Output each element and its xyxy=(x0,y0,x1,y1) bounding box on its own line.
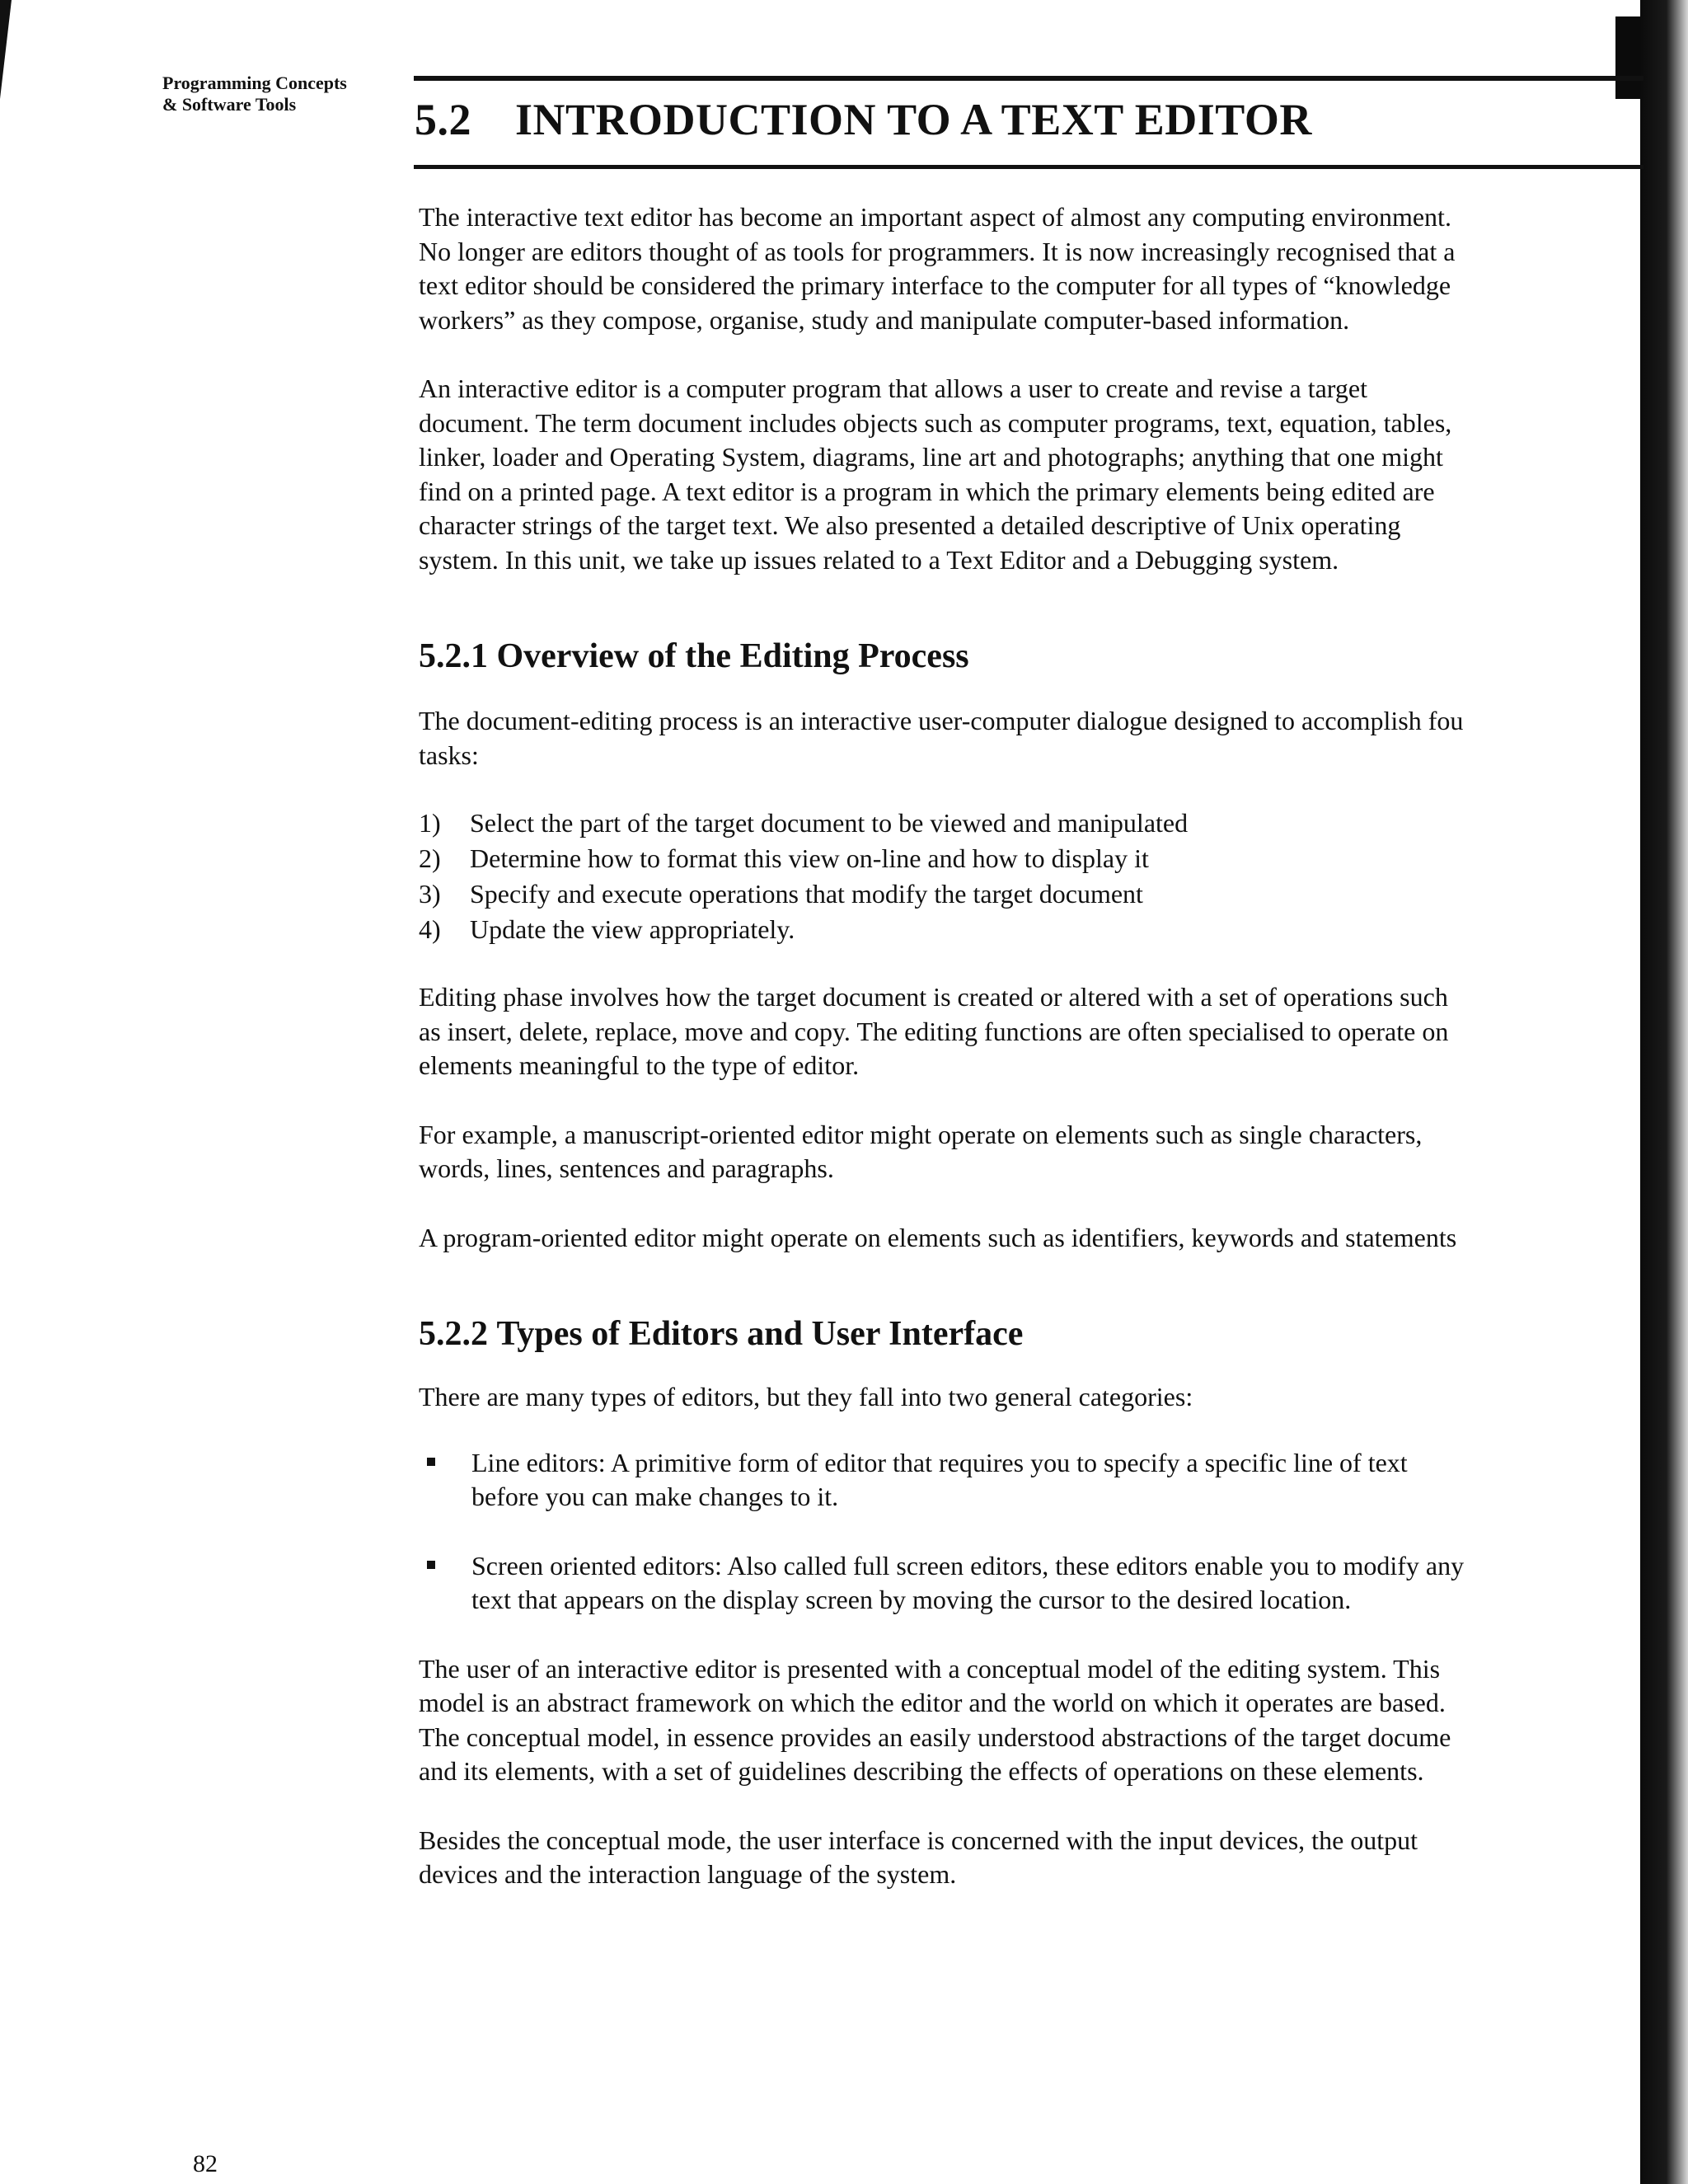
bullet-icon xyxy=(427,1458,435,1466)
text-line: character strings of the target text. We also presented a detailed descriptive of Unix operating xyxy=(419,510,1401,540)
list-item-text: Specify and execute operations that modify the target document xyxy=(470,879,1143,909)
text-line: text that appears on the display screen by moving the cursor to the desired location. xyxy=(471,1585,1352,1614)
list-item xyxy=(419,841,1639,876)
text-line: document. The term document includes objects such as computer programs, text, equation, tables, xyxy=(419,407,1452,438)
bullet-icon xyxy=(427,1561,435,1569)
subsection-title: Overview of the Editing Process xyxy=(496,637,969,675)
subsection-number: 5.2.1 xyxy=(419,637,488,675)
text-line: No longer are editors thought of as tools for programmers. It is now increasingly recognised that a xyxy=(419,236,1456,266)
text-line: Besides the conceptual mode, the user interface is concerned with the input devices, the output xyxy=(419,1825,1418,1855)
subsection-heading-overview xyxy=(419,633,1639,679)
text-line: The conceptual model, in essence provides an easily understood abstractions of the target docume xyxy=(419,1721,1451,1752)
running-head-line-1: Programming Concepts xyxy=(162,73,347,93)
list-item xyxy=(419,912,1639,947)
text-line: system. In this unit, we take up issues related to a Text Editor and a Debugging system. xyxy=(419,544,1339,575)
conceptual-model-paragraph xyxy=(419,1652,1639,1789)
text-line: A program-oriented editor might operate on elements such as identifiers, keywords and statements xyxy=(419,1222,1457,1252)
text-line: There are many types of editors, but they fall into two general categories: xyxy=(419,1382,1193,1411)
section-title-text: INTRODUCTION TO A TEXT EDITOR xyxy=(515,95,1312,144)
example-paragraph xyxy=(419,1118,1639,1186)
text-line: The user of an interactive editor is presented with a conceptual model of the editing system. This xyxy=(419,1653,1441,1684)
bullet-item-line-editors xyxy=(419,1446,1639,1515)
text-line: linker, loader and Operating System, diagrams, line art and photographs; anything that one might xyxy=(419,442,1443,472)
list-item-text: Determine how to format this view on-line and how to display it xyxy=(470,843,1149,873)
text-line: text editor should be considered the primary interface to the computer for all types of “knowledge xyxy=(419,270,1451,300)
text-line: devices and the interaction language of the system. xyxy=(419,1859,957,1889)
text-line: before you can make changes to it. xyxy=(471,1482,839,1511)
text-line: find on a printed page. A text editor is a program in which the primary elements being edited are xyxy=(419,476,1435,506)
intro-paragraph-1 xyxy=(419,200,1639,337)
list-item xyxy=(419,876,1639,912)
program-editor-paragraph xyxy=(419,1221,1639,1256)
list-item-number: 1) xyxy=(419,808,441,838)
title-rule-top xyxy=(414,76,1643,81)
text-line: The document-editing process is an interactive user-computer dialogue designed to accomplish fou xyxy=(419,706,1464,735)
editing-tasks-list xyxy=(419,805,1639,947)
title-rule-bottom xyxy=(414,165,1643,169)
text-line: For example, a manuscript-oriented editor might operate on elements such as single characters, xyxy=(419,1119,1423,1149)
list-item-number: 2) xyxy=(419,843,441,873)
text-line: workers” as they compose, organise, study and manipulate computer-based information. xyxy=(419,304,1350,335)
intro-paragraph-2 xyxy=(419,372,1639,577)
list-item-text: Update the view appropriately. xyxy=(470,914,795,944)
list-item-text: Select the part of the target document to be viewed and manipulated xyxy=(470,808,1189,838)
list-item-number: 3) xyxy=(419,879,441,909)
subsection-heading-types xyxy=(419,1311,1639,1357)
text-line: elements meaningful to the type of editor. xyxy=(419,1050,860,1080)
text-line: as insert, delete, replace, move and copy. The editing functions are often specialised to operate on xyxy=(419,1016,1449,1046)
text-line: Screen oriented editors: Also called full screen editors, these editors enable you to modify any xyxy=(471,1550,1465,1580)
text-line: The interactive text editor has become an important aspect of almost any computing environment. xyxy=(419,202,1451,232)
scan-edge-left xyxy=(0,0,12,99)
text-line: An interactive editor is a computer program that allows a user to create and revise a target xyxy=(419,373,1367,403)
bullet-item-screen-editors xyxy=(419,1549,1639,1618)
subsection-number: 5.2.2 xyxy=(419,1315,488,1353)
editor-types-list xyxy=(419,1446,1639,1618)
text-line: words, lines, sentences and paragraphs. xyxy=(419,1153,834,1183)
overview-intro-paragraph xyxy=(419,704,1639,773)
section-number: 5.2 xyxy=(415,95,471,144)
scan-edge-right xyxy=(1640,0,1688,2184)
list-item-number: 4) xyxy=(419,914,441,944)
editing-phase-paragraph xyxy=(419,980,1639,1083)
running-head-line-2: & Software Tools xyxy=(162,94,297,115)
list-item xyxy=(419,805,1639,841)
text-line: model is an abstract framework on which the editor and the world on which it operates are based. xyxy=(419,1688,1446,1717)
types-intro-paragraph xyxy=(419,1380,1639,1415)
text-line: Line editors: A primitive form of editor that requires you to specify a specific line of text xyxy=(471,1447,1408,1477)
section-title xyxy=(415,91,1312,148)
text-line: and its elements, with a set of guidelines describing the effects of operations on these elements. xyxy=(419,1756,1424,1786)
running-head xyxy=(162,73,347,115)
text-line: tasks: xyxy=(419,740,479,770)
user-interface-paragraph xyxy=(419,1824,1639,1892)
main-content xyxy=(419,200,1639,1892)
subsection-title: Types of Editors and User Interface xyxy=(496,1315,1024,1353)
page-number: 82 xyxy=(193,2150,218,2177)
text-line: Editing phase involves how the target document is created or altered with a set of operations such xyxy=(419,982,1448,1012)
